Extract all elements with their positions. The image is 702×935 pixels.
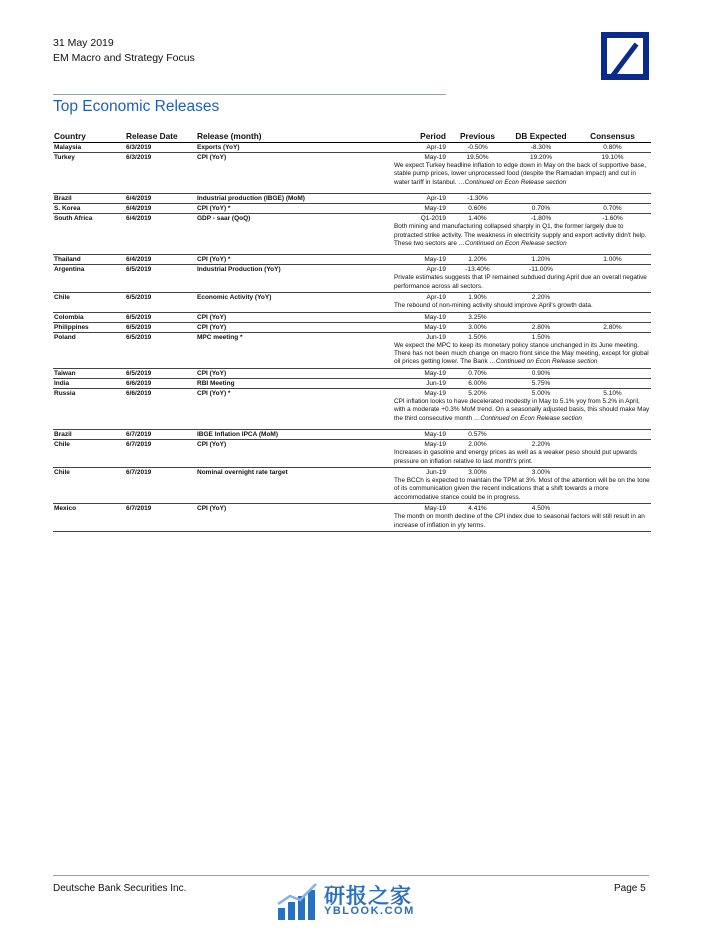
table-row [53,322,651,332]
cell-period: Apr-19 [393,293,447,303]
cell-db-expected: 4.50% [508,504,574,514]
cell-previous: 0.70% [447,368,508,378]
table-row [53,440,651,450]
cell-consensus: 1.00% [574,255,651,265]
cell-previous: 1.90% [447,293,508,303]
table-row [53,430,651,440]
cell-release: CPI (YoY) [196,368,393,378]
cell-previous: 2.00% [447,440,508,450]
cell-previous: 3.00% [447,322,508,332]
cell-country: Chile [53,440,125,450]
comment-text: The BCCh is expected to maintain the TPM at 3%. Most of the attention will be on the tone of its communication given the recent indications that a shift towards a more accommodative stance could be in progress. [394,476,650,501]
cell-period: May-19 [393,312,447,322]
table-row [53,293,651,303]
cell-release-date: 6/5/2019 [125,265,196,275]
comment-row [53,477,651,504]
table-body [53,143,651,533]
cell-release: CPI (YoY) * [196,204,393,214]
table-end-rule [53,531,651,533]
economic-releases-table [53,130,651,533]
cell-consensus: -1.60% [574,214,651,224]
comment-text: Private estimates suggests that IP remained subdued during April due an overall negative performance across all sectors. [394,274,647,290]
cell-period: Q1-2019 [393,214,447,224]
cell-release-date: 6/6/2019 [125,378,196,388]
cell-release-date: 6/3/2019 [126,144,152,151]
comment-row [53,162,651,188]
cell-consensus [574,368,651,378]
col-header-period: Period [393,130,447,143]
cell-db-expected: -11.00% [508,265,574,275]
comment-text: Increases in gasoline and energy prices as well as a weaker peso should put upwards pressure on inflation relative to last month's print. [394,449,637,465]
cell-country: Taiwan [53,368,125,378]
bar-chart-logo-icon [276,882,320,922]
release-comment [393,223,651,249]
cell-previous: 3.00% [447,467,508,477]
table-row [53,265,651,275]
watermark-cn-text: 研报之家 [324,884,412,908]
cell-db-expected [508,430,574,440]
cell-release-date: 6/4/2019 [125,255,196,265]
table-row [53,312,651,322]
cell-consensus [574,332,651,342]
cell-previous: 6.00% [447,378,508,388]
cell-country: Brazil [53,430,125,440]
cell-country: Brazil [53,194,125,204]
cell-release-date: 6/7/2019 [125,440,196,450]
cell-db-expected: 2.80% [508,322,574,332]
cell-release-date: 6/5/2019 [125,368,196,378]
cell-release: CPI (YoY) [196,440,393,450]
table-header-row [53,130,651,143]
footer-rule [53,875,649,876]
cell-consensus [574,265,651,275]
cell-country: Philippines [53,322,125,332]
cell-db-expected: 5.75% [508,378,574,388]
cell-consensus: 2.80% [574,322,651,332]
cell-country: India [53,378,125,388]
continued-link[interactable]: …Continued on Econ Release section [489,358,598,366]
cell-consensus [574,440,651,450]
col-header-release-date: Release Date [125,130,196,143]
cell-period: Apr-19 [393,194,447,204]
comment-text: Both mining and manufacturing collapsed sharply in Q1, the former largely due to protracted strike activity. The weakness in electricity supply and export activity didn't help. These two sectors are [394,223,647,248]
continued-link[interactable]: …Continued on Econ Release section [473,414,582,422]
col-header-consensus: Consensus [574,130,651,143]
cell-release: Exports (YoY) [197,144,240,151]
cell-period: May-19 [393,255,447,265]
comment-row [53,449,651,467]
cell-release: CPI (YoY) * [196,255,393,265]
table-row [53,143,651,153]
cell-db-expected: 0.70% [508,204,574,214]
cell-db-expected: 1.50% [508,332,574,342]
cell-release: CPI (YoY) [196,153,393,163]
watermark-en-text: YBLOOK.COM [324,905,415,917]
cell-consensus: 0.70% [574,204,651,214]
cell-period: May-19 [393,388,447,398]
comment-text: We expect the MPC to keep its monetary policy stance unchanged in its June meeting. There has not been much change on macro front since the May meeting, except for global oil prices getting lower. The Bank [394,341,649,366]
cell-release: CPI (YoY) [196,322,393,332]
cell-release-date: 6/4/2019 [125,204,196,214]
cell-country: Chile [53,467,125,477]
cell-period: May-19 [393,368,447,378]
cell-release-date: 6/6/2019 [125,388,196,398]
cell-db-expected: 5.00% [508,388,574,398]
cell-db-expected: -8.30% [530,144,552,151]
cell-previous: 0.60% [447,204,508,214]
cell-period: Jun-19 [393,378,447,388]
comment-row [53,398,651,424]
cell-release: CPI (YoY) * [196,388,393,398]
cell-release-date: 6/5/2019 [125,322,196,332]
cell-country: Russia [53,388,125,398]
cell-previous: 1.20% [447,255,508,265]
cell-db-expected: 3.00% [508,467,574,477]
cell-previous: 0.57% [447,430,508,440]
cell-period: Apr-19 [393,265,447,275]
table-row [53,214,651,224]
cell-db-expected: 0.90% [508,368,574,378]
cell-release: Nominal overnight rate target [196,467,393,477]
cell-country: South Africa [53,214,125,224]
table-row [53,194,651,204]
cell-consensus: 0.80% [603,144,622,151]
cell-previous: 3.25% [447,312,508,322]
watermark [276,880,436,922]
table-row [53,388,651,398]
cell-previous: 5.20% [447,388,508,398]
page-number: Page 5 [614,883,646,894]
cell-release-date: 6/5/2019 [125,332,196,342]
cell-country: Poland [53,332,125,342]
cell-previous: 1.50% [447,332,508,342]
cell-release: MPC meeting * [196,332,393,342]
cell-release-date: 6/7/2019 [125,504,196,514]
cell-country: Mexico [53,504,125,514]
cell-period: May-19 [393,440,447,450]
table-row [53,255,651,265]
continued-link[interactable]: …Continued on Econ Release section [458,240,567,248]
publication-name: EM Macro and Strategy Focus [53,52,195,64]
table-row [53,368,651,378]
cell-country: Thailand [53,255,125,265]
comment-row [53,513,651,531]
cell-consensus: 5.10% [574,388,651,398]
cell-period: May-19 [393,504,447,514]
table-row [53,204,651,214]
title-rule [53,94,446,95]
cell-release-date: 6/5/2019 [125,293,196,303]
cell-consensus [574,504,651,514]
release-comment [393,342,651,369]
cell-release-date: 6/7/2019 [125,430,196,440]
cell-country: Malaysia [54,144,82,151]
cell-consensus [574,467,651,477]
release-comment [393,274,651,292]
table-row [53,378,651,388]
cell-consensus [574,194,651,204]
release-comment [393,302,651,312]
cell-consensus [574,430,651,440]
cell-db-expected: 2.20% [508,293,574,303]
cell-release-date: 6/7/2019 [125,467,196,477]
release-comment [393,162,651,188]
cell-previous: -0.50% [467,144,488,151]
comment-row [53,302,651,312]
col-header-db-expected: DB Expected [508,130,574,143]
release-comment [393,477,651,504]
comment-row [53,342,651,369]
cell-release-date: 6/4/2019 [125,194,196,204]
comment-text: The month on month decline of the CPI index due to seasonal factors will still result in an increase of inflation in y/y terms. [394,513,645,529]
cell-release: RBI Meeting [196,378,393,388]
cell-db-expected: 2.20% [508,440,574,450]
cell-previous: 1.40% [447,214,508,224]
release-comment [393,398,651,424]
cell-db-expected: -1.80% [508,214,574,224]
table-row [53,153,651,163]
comment-text: The rebound of non-mining activity should improve April's growth data. [394,302,593,310]
cell-consensus [574,312,651,322]
comment-text: CPI inflation looks to have decelerated modestly in May to 5.1% yoy from 5.2% in April, with a moderate +0.3% MoM trend. On a seasonally adjusted basis, this should make May the third consecutive month [394,397,650,422]
cell-country: Argentina [53,265,125,275]
cell-period: May-19 [393,153,447,163]
comment-row [53,274,651,292]
deutsche-bank-logo [601,32,649,80]
continued-link[interactable]: …Continued on Econ Release section [458,178,567,186]
footer-company: Deutsche Bank Securities Inc. [53,883,187,894]
cell-release: GDP - saar (QoQ) [196,214,393,224]
cell-period: Jun-19 [393,332,447,342]
report-date: 31 May 2019 [53,37,114,49]
col-header-previous: Previous [447,130,508,143]
release-comment [393,449,651,467]
comment-text: We expect Turkey headline inflation to edge down in May on the back of supportive base, stable pump prices, lower unprocessed food (despite the Ramadan impact) and cut in water tariff in Istanbul. [394,162,647,186]
cell-country: Turkey [53,153,125,163]
cell-release: Industrial Production (YoY) [196,265,393,275]
cell-country: Colombia [53,312,125,322]
cell-previous: -1.30% [447,194,508,204]
cell-period: Jun-19 [393,467,447,477]
table-row [53,504,651,514]
col-header-country: Country [53,130,125,143]
cell-country: S. Korea [53,204,125,214]
cell-release-date: 6/5/2019 [125,312,196,322]
cell-previous: 4.41% [447,504,508,514]
cell-release: CPI (YoY) [196,312,393,322]
cell-period: May-19 [393,204,447,214]
cell-release: Economic Activity (YoY) [196,293,393,303]
cell-db-expected [508,194,574,204]
cell-db-expected [508,312,574,322]
cell-release-date: 6/4/2019 [125,214,196,224]
cell-consensus: 19.10% [574,153,651,163]
cell-previous: 19.50% [447,153,508,163]
table-row [53,467,651,477]
cell-release: Industrial production (IBGE) (MoM) [196,194,393,204]
section-title: Top Economic Releases [53,98,220,115]
cell-db-expected: 19.20% [508,153,574,163]
cell-consensus [574,378,651,388]
cell-release: IBGE Inflation IPCA (MoM) [196,430,393,440]
comment-row [53,223,651,249]
cell-release-date: 6/3/2019 [125,153,196,163]
cell-period: May-19 [393,322,447,332]
table-row [53,332,651,342]
cell-period: Apr-19 [426,144,446,151]
cell-country: Chile [53,293,125,303]
cell-db-expected: 1.20% [508,255,574,265]
cell-previous: -13.40% [447,265,508,275]
cell-release: CPI (YoY) [196,504,393,514]
col-header-release: Release (month) [196,130,393,143]
release-comment [393,513,651,531]
cell-period: May-19 [393,430,447,440]
cell-consensus [574,293,651,303]
